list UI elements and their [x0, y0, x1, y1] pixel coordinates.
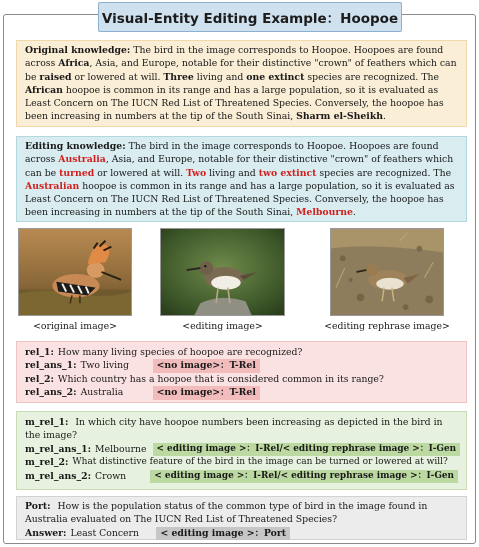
- editing-text-7: .: [352, 207, 356, 219]
- editing-melbourne: Melbourne: [296, 207, 353, 219]
- rel-1-key: rel_1:: [25, 347, 54, 359]
- editing-text-4: living and: [206, 167, 259, 179]
- editing-text-3: or lowered at will.: [94, 167, 187, 179]
- original-text-4: living and: [193, 71, 247, 83]
- m-rel-1-row: [25, 416, 458, 443]
- editing-two: Two: [186, 167, 207, 179]
- rephrase-image-caption: <editing rephrase image>: [324, 321, 450, 332]
- original-three: Three: [163, 71, 194, 83]
- original-knowledge-label: Original knowledge:: [25, 45, 131, 56]
- m-rel-ans-1-key: m_rel_ans_1:: [25, 443, 92, 455]
- original-text-6: hoopoe is common in its range and has a large population, so it is evaluated as Least Concern on The IUCN Red List of Threatened Species. Conversely, the hoopoe has been increasing in numbers at the tip of the South Sinai,: [25, 84, 444, 123]
- port-answer-value: Least Concern: [70, 528, 139, 540]
- port-row: [25, 500, 458, 526]
- original-text-1: The bird in the image corresponds to Hoopoe. Hoopoes are found across: [25, 45, 444, 70]
- rel-2-question: Which country has a hoopoe that is considered common in its range?: [57, 373, 384, 385]
- rel-ans-2-key: rel_ans_2:: [25, 387, 77, 399]
- m-rel-ans-2-key: m_rel_ans_2:: [25, 470, 92, 482]
- port-question: How is the population status of the common type of bird in the image found in Australia evaluated on The IUCN Red List of Threatened Species?: [25, 501, 428, 525]
- port-answer-tag: < editing image >：Port: [156, 527, 290, 540]
- m-rel-1-key: m_rel_1:: [25, 417, 69, 428]
- editing-text-1: The bird in the image corresponds to Hoopoe. Hoopoes are found across: [25, 141, 439, 166]
- port-answer-key: Answer:: [25, 528, 67, 540]
- editing-rephrase-bird-image: [330, 228, 444, 316]
- rel-2-key: rel_2:: [25, 373, 54, 385]
- rel-ans-2-tag: <no image>：T-Rel: [153, 386, 260, 399]
- figure-title: Visual-Entity Editing Example：Hoopoe: [98, 2, 402, 32]
- port-answer-row: [25, 527, 458, 540]
- editing-bird-image: [160, 228, 285, 316]
- editing-image-caption: <editing image>: [182, 321, 263, 332]
- rel-ans-1-row: [25, 359, 458, 372]
- editing-knowledge-label: Editing knowledge:: [25, 141, 126, 152]
- rel-1-row: [25, 346, 458, 359]
- rel-questions-box: [16, 341, 467, 403]
- original-text-5: species are recognized. The: [304, 71, 440, 83]
- rel-1-question: How many living species of hoopoe are recognized?: [57, 347, 303, 359]
- editing-turned: turned: [59, 167, 95, 179]
- rel-2-row: [25, 373, 458, 386]
- rel-ans-1-value: Two living: [80, 360, 130, 372]
- rel-ans-2-row: [25, 386, 458, 399]
- original-knowledge-box: [16, 40, 467, 127]
- m-rel-2-question: What distinctive feature of the bird in the image can be turned or lowered at will?: [72, 457, 448, 468]
- rel-ans-2-value: Australia: [80, 387, 124, 399]
- port-key: Port:: [25, 501, 51, 512]
- m-rel-ans-1-row: [25, 443, 458, 456]
- m-rel-ans-2-row: [25, 470, 458, 483]
- editing-text-5: species are recognized. The: [316, 167, 452, 179]
- rel-ans-1-tag: <no image>：T-Rel: [153, 359, 260, 372]
- m-rel-ans-1-tag: < editing image >：I-Rel/< editing rephrase image >：I-Gen: [153, 443, 461, 456]
- original-one-extinct: one extinct: [246, 71, 305, 83]
- original-african: African: [25, 84, 63, 96]
- port-question-box: [16, 496, 467, 540]
- m-rel-2-key: m_rel_2:: [25, 457, 69, 469]
- m-rel-ans-2-value: Crown: [95, 470, 127, 482]
- m-rel-1-question: In which city have hoopoe numbers been increasing as depicted in the bird in the image?: [25, 417, 443, 442]
- original-hoopoe-image: [18, 228, 132, 316]
- original-raised: raised: [39, 71, 72, 83]
- editing-knowledge-box: [16, 136, 467, 222]
- editing-australia: Australia: [58, 154, 106, 166]
- editing-australian: Australian: [25, 180, 80, 192]
- editing-two-extinct: two extinct: [258, 167, 317, 179]
- m-rel-ans-1-value: Melbourne: [95, 443, 147, 455]
- original-text-3: or lowered at will.: [71, 71, 164, 83]
- original-image-caption: <original image>: [33, 321, 117, 332]
- editing-text-2: , Asia, and Europe, notable for their distinctive "crown" of feathers which can be: [25, 154, 454, 179]
- m-rel-ans-2-tag: < editing image >：I-Rel/< editing rephrase image >：I-Gen: [150, 470, 458, 483]
- editing-text-6: hoopoe is common in its range and has a large population, so it is evaluated as Least Concern on The IUCN Red List of Threatened Species. Conversely, the hoopoe has been increasing in numbers at the tip of the South Sinai,: [25, 180, 455, 219]
- original-sharm: Sharm el-Sheikh: [296, 111, 384, 123]
- m-rel-2-row: [25, 456, 458, 469]
- original-text-7: .: [383, 111, 386, 123]
- original-text-2: , Asia, and Europe, notable for their distinctive "crown" of feathers which can be: [25, 58, 457, 83]
- rel-ans-1-key: rel_ans_1:: [25, 360, 77, 372]
- m-rel-questions-box: [16, 411, 467, 490]
- original-africa: Africa: [58, 58, 90, 70]
